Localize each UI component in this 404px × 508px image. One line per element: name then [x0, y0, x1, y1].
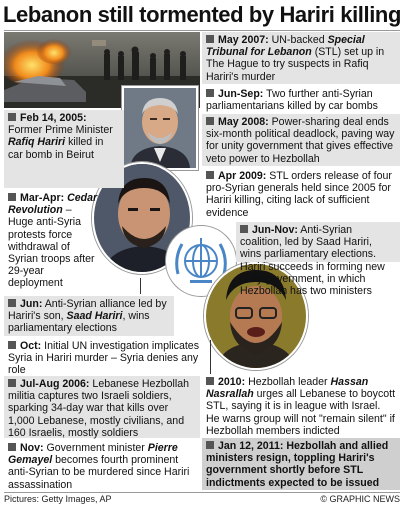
timeline-entry: Jan 12, 2011: Hezbollah and allied ministers resign, toppling Hariri's government shortly before STL indictments expected to be issued [202, 438, 400, 490]
pointer-line [140, 278, 141, 294]
timeline-entry: May 2008: Power-sharing deal ends six-month political deadlock, paving way for unity government that gives effective veto power to Hezbollah [202, 114, 400, 166]
copyright: © GRAPHIC NEWS [320, 494, 400, 504]
marker-icon [206, 441, 214, 449]
marker-icon [8, 379, 16, 387]
timeline-entry: Jun: Anti-Syrian alliance led by Hariri's son, Saad Hariri, wins parliamentary elections [4, 296, 174, 336]
marker-icon [206, 117, 214, 125]
marker-icon [206, 35, 214, 43]
marker-icon [8, 299, 16, 307]
timeline-entry: Jul-Aug 2006: Lebanese Hezbollah militia captures two Israeli soldiers, sparking 34-day war that kills over 1,000 Lebanese, mostly civilians, and 160 Israelis, mostly soldiers [4, 376, 200, 438]
photo-credit: Pictures: Getty Images, AP [4, 494, 112, 504]
timeline-entry: 2010: Hezbollah leader Hassan Nasrallah urges all Lebanese to boycott STL, saying it is in league with Israel. He warns group will not "remain silent" if Hezbollah members indicted [206, 376, 396, 437]
marker-icon [8, 443, 16, 451]
timeline-entry: Nov: Government minister Pierre Gemayel becomes fourth prominent anti-Syrian to be murdered since Hariri assassination [8, 442, 190, 491]
marker-icon [206, 377, 214, 385]
divider [4, 492, 400, 493]
timeline-entry: Jun-Sep: Two further anti-Syrian parliamentarians killed by car bombs [206, 88, 378, 113]
page-title: Lebanon still tormented by Hariri killing [3, 2, 401, 27]
divider [4, 30, 400, 31]
marker-icon [240, 225, 248, 233]
timeline-entry: Oct: Initial UN investigation implicates Syria in Hariri murder – Syria denies any role [8, 340, 199, 377]
marker-icon [8, 341, 16, 349]
rafiq-hariri-photo [122, 86, 198, 170]
timeline-entry: Jun-Nov: Anti-Syrian coalition, led by Saad Hariri, wins parliamentary elections. Hariri succeeds in forming new unity government, in which Hezbollah has two ministers [236, 222, 400, 262]
timeline-entry: Apr 2009: STL orders release of four pro-Syrian generals held since 2005 for Hariri killing, citing lack of sufficient evidence [206, 170, 392, 219]
marker-icon [8, 193, 16, 201]
marker-icon [206, 171, 214, 179]
marker-icon [206, 89, 214, 97]
timeline-entry: Mar-Apr: Cedar Revolution – Huge anti-Syria protests force withdrawal of Syrian troops after 29-year deployment [8, 192, 98, 290]
pointer-line [210, 340, 211, 374]
timeline-entry: Feb 14, 2005: Former Prime Minister Rafiq Hariri killed in car bomb in Beirut [4, 110, 124, 188]
timeline-entry: May 2007: UN-backed Special Tribunal for Lebanon (STL) set up in The Hague to try suspects in Rafiq Hariri's murder [202, 32, 400, 84]
marker-icon [8, 113, 16, 121]
